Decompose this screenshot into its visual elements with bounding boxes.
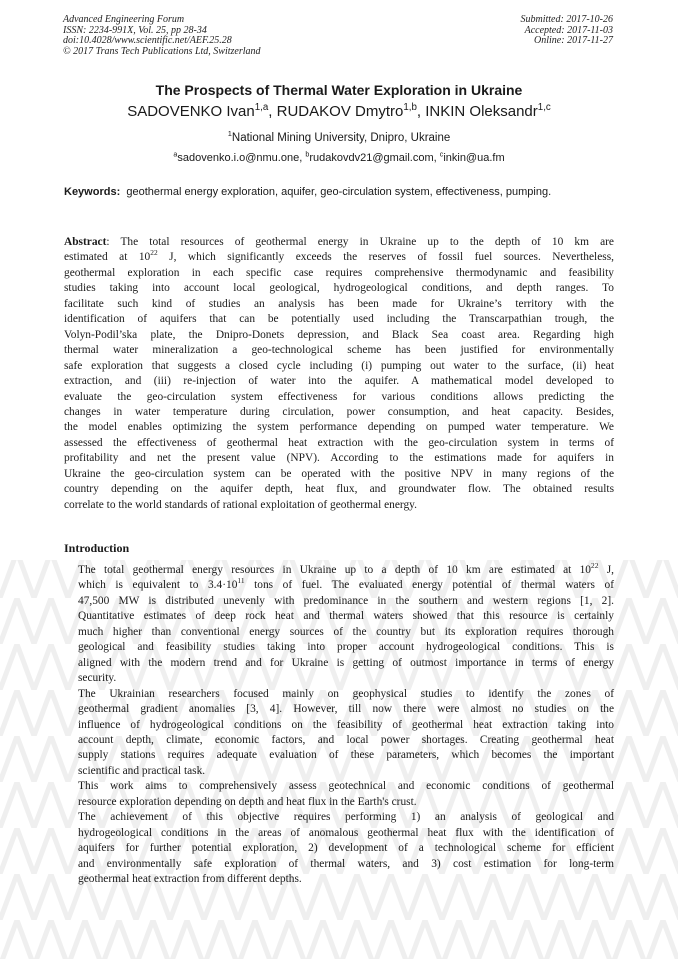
journal-issn: ISSN: 2234-991X, Vol. 25, pp 28-34: [63, 24, 207, 36]
paragraph-line: which is equivalent to $3.4\cdot 10^{11}$ tons of fuel. The evaluated energy potential of thermal waters of: [78, 576, 614, 592]
date-online: Online: 2017-11-27: [534, 35, 613, 47]
abstract-line: the model enables optimizing the system performance depending on pumped water temperature. We: [64, 421, 614, 434]
introduction-text: [64, 563, 614, 888]
author: SADOVENKO Ivan$^{1,a}$,: [127, 102, 277, 120]
abstract-line: assessed the effectiveness of geothermal heat extraction with the geo-circulation system in terms of: [64, 436, 614, 449]
paragraph-line: geothermal gradient anomalies [3, 4]. However, till now there were almost no studies on the: [78, 703, 614, 716]
paragraph-line: geological and feasibility studies taking into proper account hydrogeological conditions. This is: [78, 641, 614, 654]
abstract-line: country depending on the aquifer depth, heat flux, and groundwater flow. The obtained results: [64, 483, 614, 496]
author-emails: [0, 152, 678, 164]
paragraph: [64, 810, 614, 887]
affiliation: $^1$National Mining University, Dnipro, Ukraine: [227, 129, 451, 144]
paragraph-line: The achievement of this objective requires performing 1) an analysis of geological and: [78, 811, 614, 824]
author: INKIN Oleksandr$^{1,c}$: [425, 102, 551, 120]
paragraph-line: much higher than conventional energy sources of the country but its exploration requires thorough: [78, 625, 614, 638]
paragraph-line: 47,500 MW is distributed unevenly with predominance in the southern and western regions [1, 2].: [78, 594, 614, 607]
paragraph: [64, 687, 614, 780]
journal-doi: doi:10.4028/www.scientific.net/AEF.25.28: [63, 35, 232, 47]
abstract-text: [64, 235, 614, 513]
keywords-text: geothermal energy exploration, aquifer, geo-circulation system, effectiveness, pumping.: [126, 186, 552, 198]
author: RUDAKOV Dmytro$^{1,b}$,: [276, 102, 426, 120]
paragraph-line: This work aims to comprehensively assess geotechnical and economic conditions of geothermal: [78, 780, 614, 793]
paragraph-line: hydrogeological conditions in the areas of anomalous geothermal heat flux with the identification of: [78, 826, 614, 839]
paragraph-line: The Ukrainian researchers focused mainly on geophysical studies to identify the zones of: [78, 687, 614, 700]
abstract-line: geothermal exploration in each specific case requires comprehensive thermodynamic and feasibility: [64, 266, 614, 279]
abstract-line: facilitate such kind of studies an analysis has been made for Ukraine’s territory with the: [64, 297, 614, 310]
paragraph-line: geothermal heat extraction from different depths.: [78, 873, 302, 886]
date-submitted: Submitted: 2017-10-26: [520, 14, 613, 25]
abstract: [64, 235, 614, 513]
paragraph-line: scientific and practical task.: [78, 764, 206, 777]
abstract-line: thermal water mineralization a geo-technological scheme has been justified for environmentally: [64, 344, 614, 357]
abstract-line: Ukraine the geo-circulation system can be operated with the positive NPV in many regions of the: [64, 467, 614, 480]
abstract-line: changes in water temperature during circulation, power consumption, and heat capacity. Besides,: [64, 405, 614, 418]
paragraph: [64, 779, 614, 810]
paragraph-line: The total geothermal energy resources in Ukraine up to a depth of 10 km are estimated at $10^{22}$ J,: [78, 561, 614, 576]
paragraph-line: resource exploration depending on depth and heat flux in the Earth's crust.: [78, 795, 417, 808]
journal-copyright: © 2017 Trans Tech Publications Ltd, Switzerland: [63, 45, 261, 57]
abstract-line: correlate to the world standards of rational exploitation of geothermal energy.: [64, 498, 417, 511]
abstract-line: Abstract: The total resources of geothermal energy in Ukraine up to the depth of 10 km are: [64, 236, 614, 248]
abstract-line: estimated at $10^{22}$ J, which significantly exceeds the reserves of fossil fuel sources. Nevertheless,: [64, 248, 614, 264]
author-list: [0, 103, 678, 120]
abstract-line: safe exploration that suggests a closed cycle including (i) pumping out water to the surface, (ii) heat: [64, 359, 614, 372]
keywords: [64, 186, 614, 200]
abstract-line: profitability and net the present value (NPV). According to the estimations made for aquifers in: [64, 452, 614, 465]
paragraph: [64, 563, 614, 687]
paragraph-line: Quantitative estimates of deep rock heat and thermal waters showed that this resource is certainly: [78, 610, 614, 623]
abstract-line: identification of aquifers that can be potentially used including the Transcarpathian trough, the: [64, 313, 614, 326]
date-accepted: Accepted: 2017-11-03: [524, 24, 613, 36]
paragraph-line: aquifers for further potential exploration, 2) development of a technological scheme for efficient: [78, 842, 614, 855]
paragraph-line: and environmentally safe exploration of thermal waters, and 3) cost estimation for long-term: [78, 857, 614, 870]
abstract-line: extraction, and (iii) re-injection of water into the aquifer. A mathematical model developed to: [64, 375, 614, 388]
section-heading-introduction: Introduction: [64, 541, 130, 555]
paragraph-line: account depth, climate, economic factors, and local power shortages. Creating geothermal heat: [78, 733, 614, 746]
paper-title: The Prospects of Thermal Water Exploration in Ukraine: [155, 82, 523, 98]
abstract-line: studies taking into account local geological, hydrogeological conditions, and depth ranges. To: [64, 282, 614, 295]
keywords-label: Keywords:: [64, 186, 121, 198]
paragraph-line: security.: [78, 672, 117, 685]
abstract-line: Volyn-Podil’ska plate, the Dnipro-Donets depression, and Black Sea coast area. Regarding high: [64, 328, 614, 341]
email: $^a$sadovenko.i.o@nmu.one,: [173, 150, 306, 164]
abstract-line: evaluate the geo-circulation system effectiveness for various conditions allows predicting the: [64, 390, 614, 403]
paragraph-line: influence of hydrogeological conditions on the feasibility of geothermal heat extraction taking into: [78, 718, 614, 731]
journal-info: [63, 15, 261, 57]
paragraph-line: supply stations requires adequate evaluation of these parameters, which becomes the important: [78, 749, 614, 762]
paragraph-line: aligned with the modern trend and for Ukraine is getting of outmost importance in terms of energy: [78, 656, 614, 669]
email: $^b$rudakovdv21@gmail.com,: [305, 150, 440, 164]
journal-name: Advanced Engineering Forum: [63, 14, 185, 25]
abstract-label: Abstract: [64, 236, 107, 248]
introduction-section: [64, 563, 614, 888]
email: $^c$inkin@ua.fm: [439, 150, 505, 164]
submission-dates: [521, 15, 614, 47]
